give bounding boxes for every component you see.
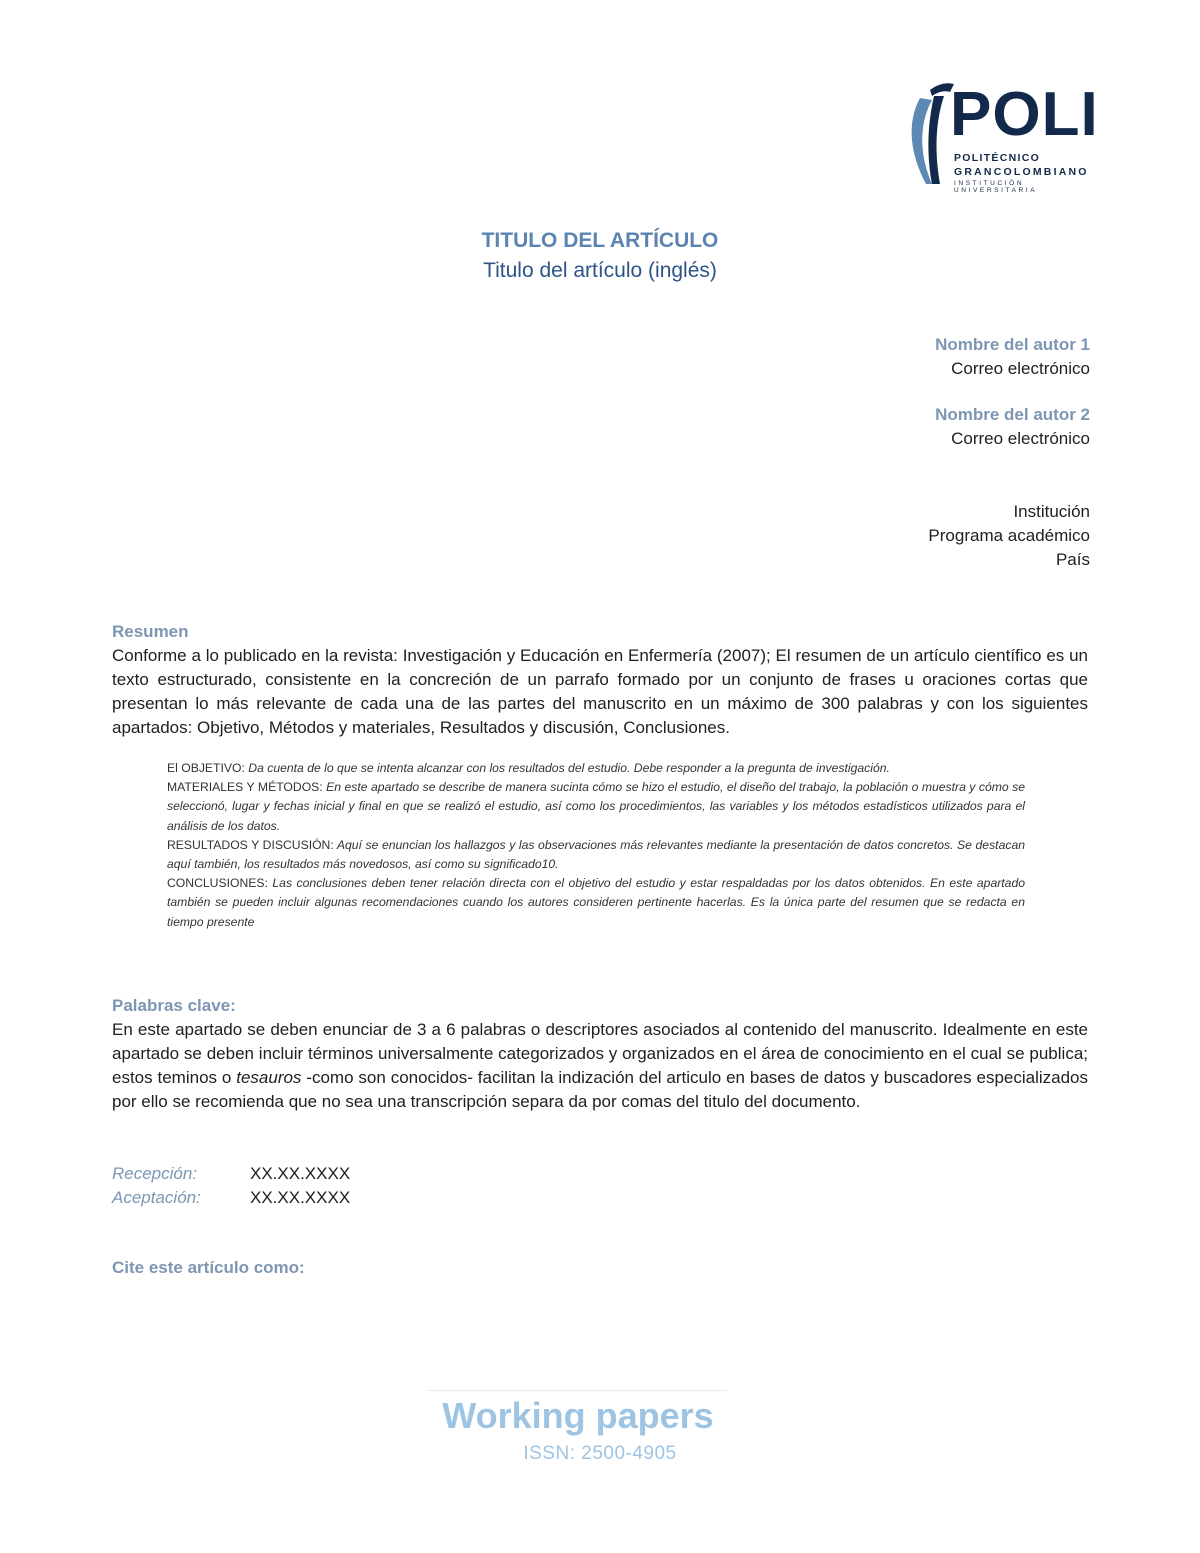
acceptance-row	[112, 1186, 350, 1210]
keywords-heading: Palabras clave:	[112, 996, 236, 1015]
article-title-english: Titulo del artículo (inglés)	[483, 259, 717, 282]
footer-divider	[427, 1390, 727, 1391]
keywords-text-end: -como son conocidos- facilitan la indización del articulo en bases de datos y buscadores especializados por ello se recomienda que no sea una transcripción separa da por comas del titulo del documento.	[112, 1068, 1088, 1111]
dates-block	[112, 1162, 350, 1210]
logo-line-politecnico: POLITÉCNICO	[954, 152, 1041, 164]
reception-row	[112, 1162, 350, 1186]
conclusiones-text: Las conclusiones deben tener relación directa con el objetivo del estudio y estar respaldadas por los datos obtenidos. En este apartado también se pueden incluir algunas recomendaciones cuando los autores consideren pertinente hacerlas. Es la única parte del resumen que se redacta en tiempo presente	[167, 876, 1025, 929]
article-title: TITULO DEL ARTÍCULO	[481, 229, 719, 252]
author-2-email: Correo electrónico	[951, 429, 1090, 448]
authors-block	[935, 333, 1090, 451]
footer-issn: ISSN: 2500-4905	[523, 1443, 677, 1464]
metodos-item	[167, 778, 1025, 836]
affiliation-block	[928, 500, 1090, 572]
conclusiones-item	[167, 874, 1025, 932]
logo-wordmark: POLI	[950, 80, 1099, 149]
logo-line-institucion: INSTITUCIÓN UNIVERSITARIA	[954, 180, 1038, 194]
logo-line-grancolombiano: GRANCOLOMBIANO	[954, 166, 1089, 178]
footer	[0, 1390, 1200, 1469]
reception-label: Recepción:	[112, 1164, 198, 1183]
acceptance-date: XX.XX.XXXX	[250, 1188, 351, 1207]
objetivo-label: El OBJETIVO:	[167, 761, 245, 775]
title-block	[0, 226, 1200, 286]
cite-heading: Cite este artículo como:	[112, 1258, 305, 1277]
author-1-name: Nombre del autor 1	[935, 335, 1090, 354]
keywords-text-tesauros: tesauros	[236, 1068, 302, 1087]
author-1-email: Correo electrónico	[951, 359, 1090, 378]
poli-logo	[900, 80, 1100, 192]
abstract-heading: Resumen	[112, 622, 189, 641]
abstract-structure-guide	[167, 759, 1025, 932]
abstract-text: Conforme a lo publicado en la revista: Investigación y Educación en Enfermería (2007); El resumen de un artículo científico es un texto estructurado, consistente en la concreción de un parrafo formado por un conjunto de frases u oraciones cortas que presentan lo más relevante de cada una de las partes del manuscrito en un máximo de 300 palabras y con los siguientes apartados: Objetivo, Métodos y materiales, Resultados y discusión, Conclusiones.	[112, 646, 1088, 737]
author-2-name: Nombre del autor 2	[935, 405, 1090, 424]
country: País	[1055, 550, 1090, 569]
reception-date: XX.XX.XXXX	[250, 1164, 351, 1183]
academic-program: Programa académico	[928, 526, 1090, 545]
keywords-text	[112, 1018, 1088, 1114]
acceptance-label: Aceptación:	[112, 1188, 201, 1207]
metodos-text: En este apartado se describe de manera sucinta cómo se hizo el estudio, el diseño del trabajo, la población o muestra y cómo se seleccionó, lugar y fechas inicial y final en que se realizó el estudio, así como los procedimientos, las variables y los métodos estadísticos utilizados para el análisis de los datos.	[167, 780, 1025, 833]
resultados-item	[167, 836, 1025, 874]
institution: Institución	[1013, 502, 1090, 521]
conclusiones-label: CONCLUSIONES:	[167, 876, 268, 891]
resultados-label: RESULTADOS Y DISCUSIÓN:	[167, 837, 334, 852]
footer-brand: Working papers	[442, 1395, 714, 1436]
metodos-label: MATERIALES Y MÉTODOS:	[167, 780, 323, 795]
resultados-text: Aquí se enuncian los hallazgos y las observaciones más relevantes mediante la presentación de datos concretos. Se destacan aquí también, los resultados más novedosos, así como su significado10.	[167, 837, 1025, 872]
objetivo-item	[167, 759, 1025, 778]
keywords-text-start: En este apartado se deben enunciar de 3 a 6 palabras o descriptores asociados al contenido del manuscrito. Idealmente en este apartado se deben incluir términos universalmente categorizados y organizados en el área de conocimiento en el cual se publica; estos teminos o	[112, 1020, 1088, 1087]
objetivo-text: Da cuenta de lo que se intenta alcanzar con los resultados del estudio. Debe responder a la pregunta de investigación.	[244, 761, 890, 775]
